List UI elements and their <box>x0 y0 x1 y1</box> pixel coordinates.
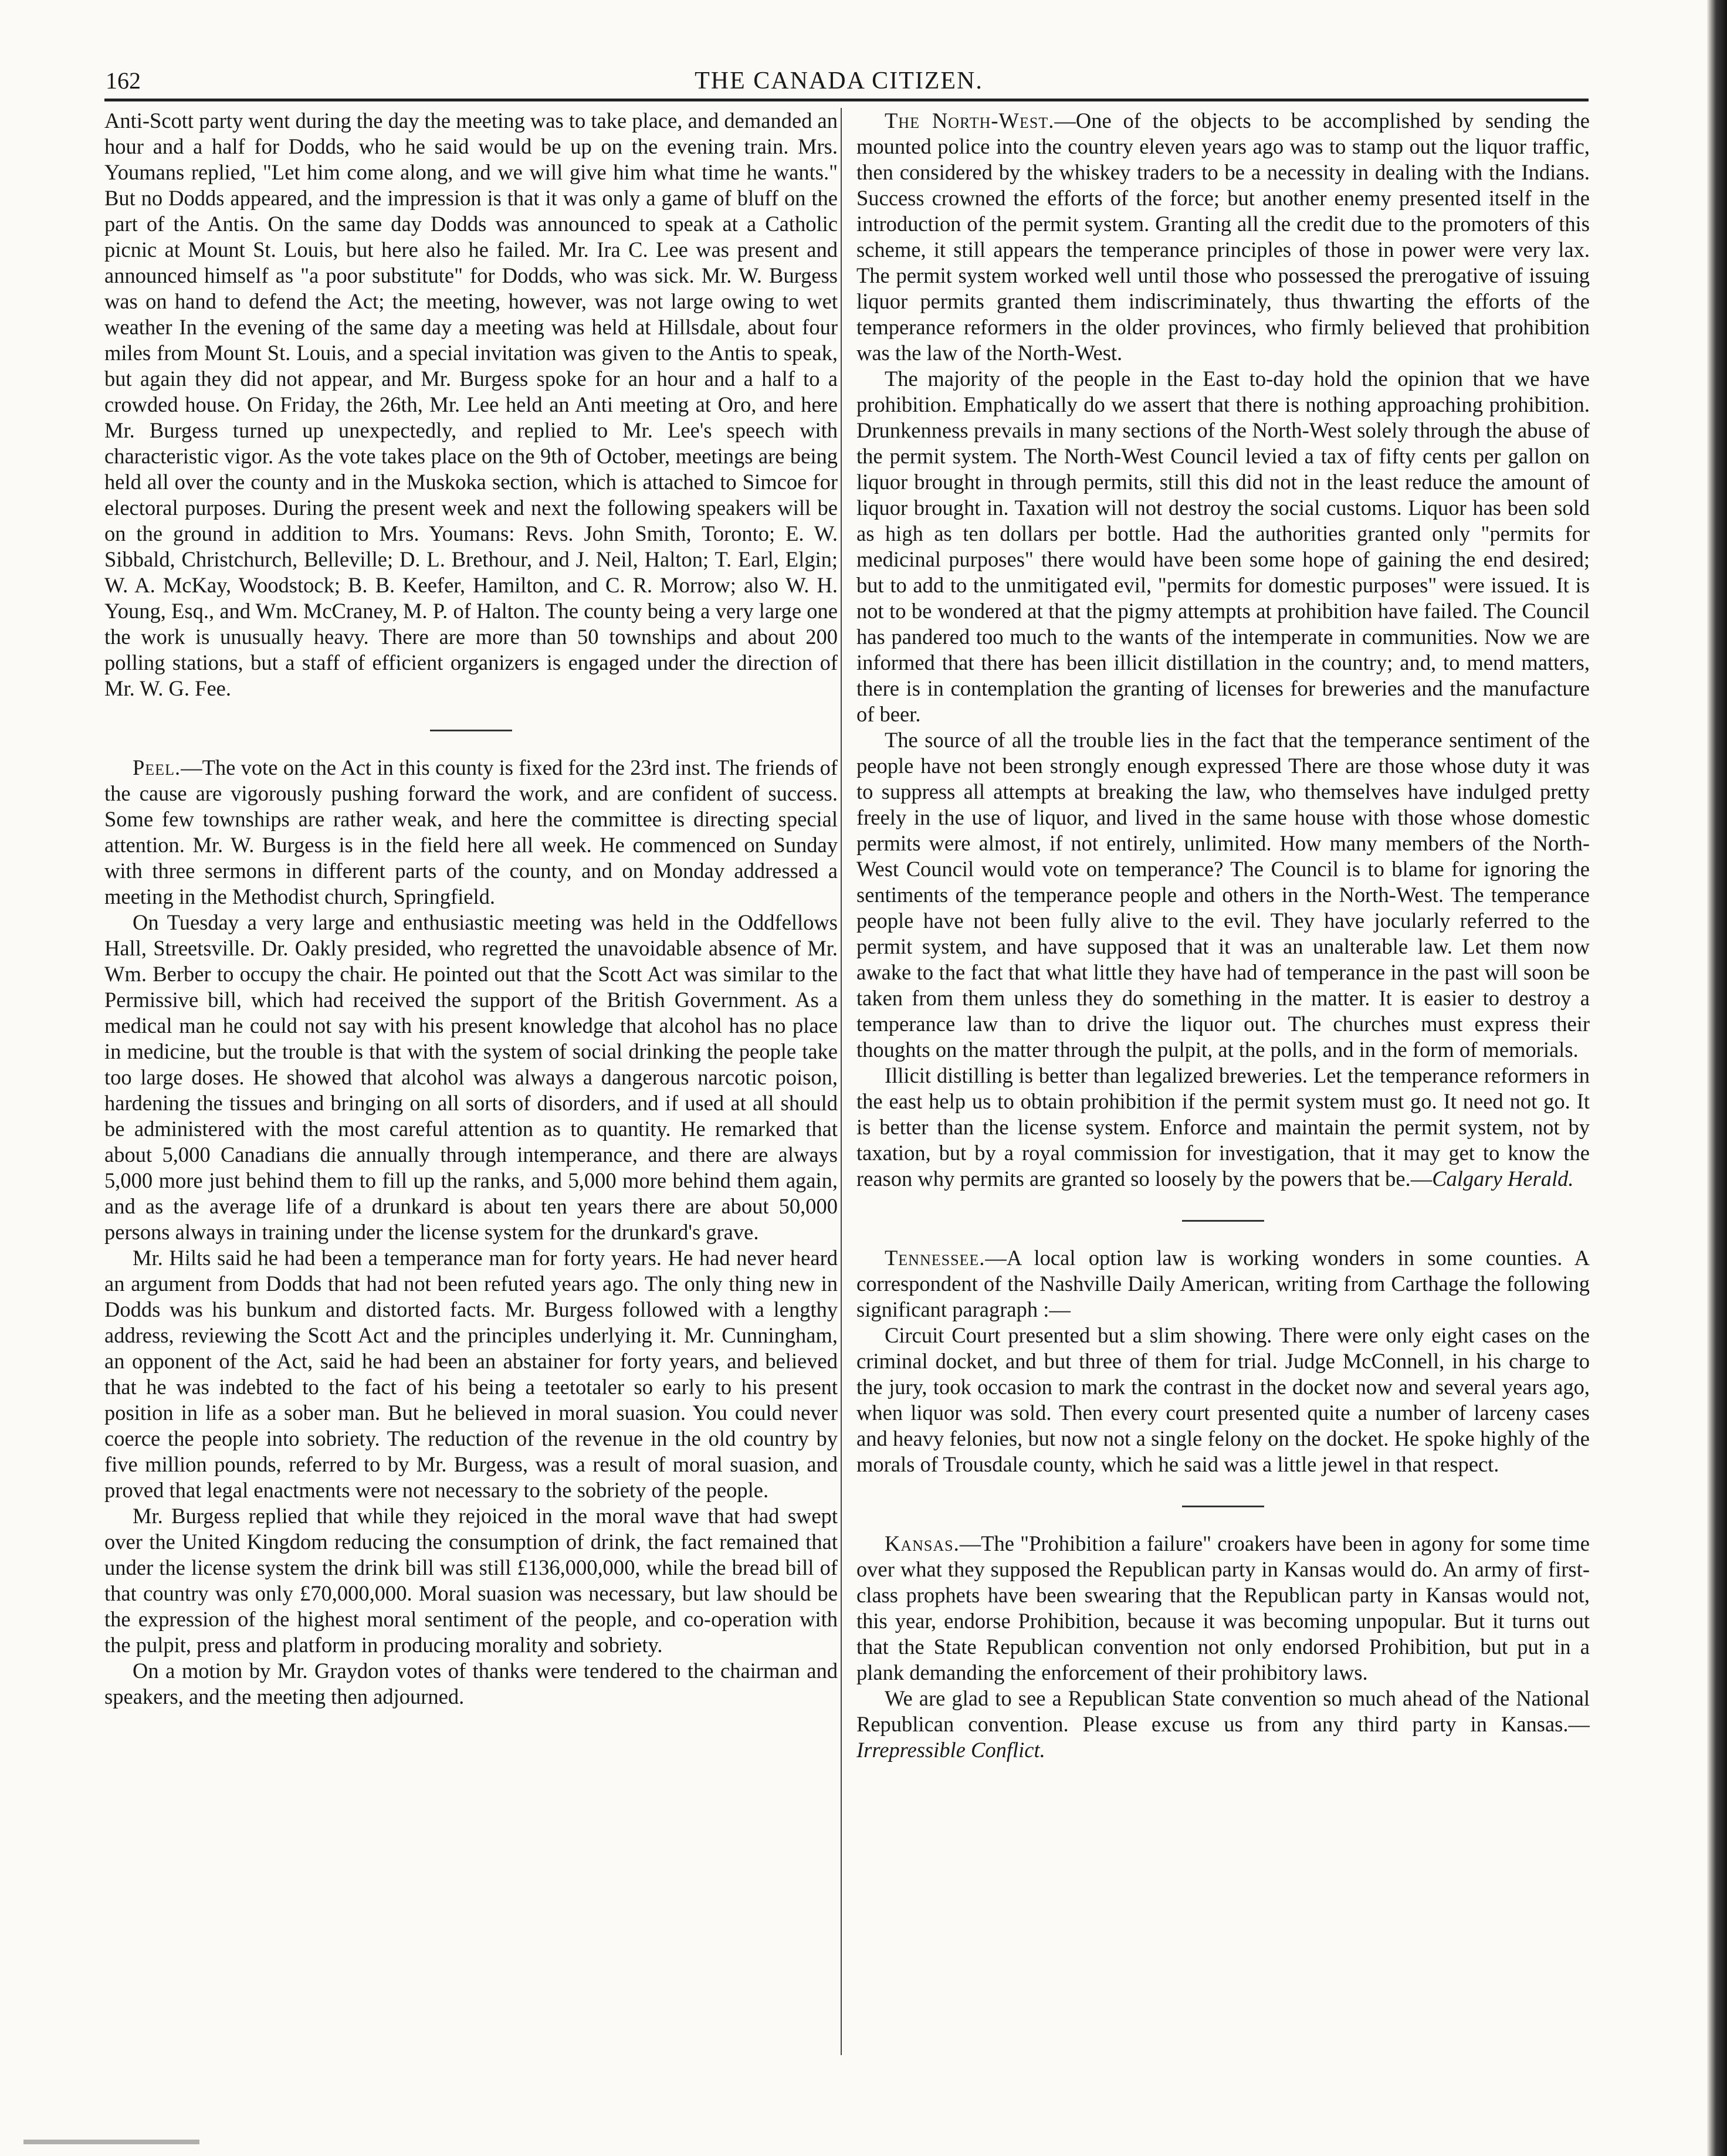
kansas-paragraph-2: We are glad to see a Republican State convention so much ahead of the National Republican convention. Please excuse us from any third party in Kansas.—Irrepressible Conflict. <box>856 1686 1590 1762</box>
newspaper-title: THE CANADA CITIZEN. <box>695 67 983 94</box>
page-number: 162 <box>106 67 141 94</box>
tennessee-paragraph-1-text: —A local option law is working wonders in some counties. A correspondent of the Nashville Daily American, writing from Carthage the following significant paragraph :— <box>856 1246 1590 1321</box>
kansas-heading: Kansas. <box>885 1531 960 1555</box>
north-west-paragraph-1-text: —One of the objects to be accomplished by sending the mounted police into the country eleven years ago was to stamp out the liquor traffic, then considered by the whiskey traders to be a necessity in dealing with the Indians. Success crowned the efforts of the force; but another enemy presented itself in the introduction of the permit system. Granting all the credit due to the promoters of this scheme, it still appears the temperance principles of those in power were very lax. The permit system worked well until those who possessed the prerogative of issuing liquor permits granted them indiscriminately, thus thwarting the efforts of the temperance reformers in the older provinces, who firmly believed that prohibition was the law of the North-West. <box>856 109 1590 365</box>
irrepressible-conflict-source: Irrepressible Conflict. <box>856 1738 1045 1762</box>
scan-smudge <box>23 2140 199 2144</box>
north-west-heading: The North-West. <box>885 109 1055 133</box>
tennessee-paragraph-1 <box>856 1245 1590 1323</box>
section-separator <box>430 730 512 731</box>
header-rule <box>104 99 1589 101</box>
peel-heading: Peel. <box>133 755 181 779</box>
kansas-paragraph-1 <box>856 1531 1590 1686</box>
north-west-paragraph-3: The source of all the trouble lies in the fact that the temperance sentiment of the people have not been strongly enough expressed There are those whose duty it was to suppress all attempts at breaking the law, who themselves have indulged pretty freely in the use of liquor, and lived in the same house with those whose domestic permits were almost, if not entirely, unlimited. How many members of the North-West Council would vote on temperance? The Council is to blame for ignoring the sentiments of the temperance people and others in the North-West. The temperance people have not been fully alive to the evil. They have jocularly referred to the permit system, and have supposed that it was an unalterable law. Let them now awake to the fact that what little they have had of temperance in the past will soon be taken from them unless they do something in the matter. It is easier to destroy a temperance law than to drive the liquor out. The churches must express their thoughts on the matter through the pulpit, at the polls, and in the form of memorials. <box>856 728 1590 1062</box>
peel-paragraph-5: On a motion by Mr. Graydon votes of thanks were tendered to the chairman and speakers, and the meeting then adjourned. <box>104 1659 838 1708</box>
peel-paragraph-4: Mr. Burgess replied that while they rejoiced in the moral wave that had swept over the United Kingdom reducing the consumption of drink, the fact remained that under the license system the drink bill was still £136,000,000, while the bread bill of that country was only £70,000,000. Moral suasion was necessary, but law should be the expression of the highest moral sentiment of the people, and co-operation with the pulpit, press and platform in producing morality and sobriety. <box>104 1504 838 1657</box>
peel-paragraph-1-text: —The vote on the Act in this county is fixed for the 23rd inst. The friends of the cause are vigorously pushing forward the work, and are confident of success. Some few townships are rather weak, and here the committee is directing special attention. Mr. W. Burgess is in the field here all week. He commenced on Sunday with three sermons in different parts of the county, and on Monday addressed a meeting in the Methodist church, Springfield. <box>104 755 838 908</box>
right-column <box>856 108 1590 2090</box>
north-west-paragraph-4-text: Illicit distilling is better than legalized breweries. Let the temperance reformers in the east help us to obtain prohibition if the permit system must go. It need not go. It is better than the license system. Enforce and maintain the permit system, not by taxation, but by a royal commission for investigation, that it may get to know the reason why permits are granted so loosely by the powers that be. <box>856 1063 1590 1191</box>
peel-paragraph-3: Mr. Hilts said he had been a temperance man for forty years. He had never heard an argument from Dodds that had not been refuted years ago. The only thing new in Dodds was his bunkum and distorted facts. Mr. Burgess followed with a lengthy address, reviewing the Scott Act and the principles underlying it. Mr. Cunningham, an opponent of the Act, said he had been an abstainer for forty years, and believed that he was indebted to the fact of his being a teetotaler so early to his present position in life as a sober man. But he believed in moral suasion. You could never coerce the people into sobriety. The reduction of the revenue in the old country by five million pounds, referred to by Mr. Burgess, was a result of moral suasion, and proved that legal enactments were not necessary to the sobriety of the people. <box>104 1246 838 1502</box>
left-column <box>104 108 838 2090</box>
kansas-paragraph-1-text: —The "Prohibition a failure" croakers have been in agony for some time over what they supposed the Republican party in Kansas would do. An army of first-class prophets have been swearing that the Republican party in Kansas would not, this year, endorse Prohibition, because it was becoming unpopular. But it turns out that the State Republican convention not only endorsed Prohibition, but put in a plank demanding the enforcement of their prohibitory laws. <box>856 1531 1590 1684</box>
simcoe-paragraph-1: Anti-Scott party went during the day the meeting was to take place, and demanded an hour and a half for Dodds, who he said would be up on the evening train. Mrs. Youmans replied, "Let him come along, and we will give him what time he wants." But no Dodds appeared, and the impression is that it was only a game of bluff on the part of the Antis. On the same day Dodds was announced to speak at a Catholic picnic at Mount St. Louis, but here also he failed. Mr. Ira C. Lee was present and announced himself as "a poor substitute" for Dodds, who was sick. Mr. W. Burgess was on hand to defend the Act; the meeting, however, was not large owing to wet weather In the evening of the same day a meeting was held at Hillsdale, about four miles from Mount St. Louis, and a special invitation was given to the Antis to speak, but again they did not appear, and Mr. Burgess spoke for an hour and a half to a crowded house. On Friday, the 26th, Mr. Lee held an Anti meeting at Oro, and here Mr. Burgess turned up unexpectedly, and replied to Mr. Lee's speech with characteristic vigor. As the vote takes place on the 9th of October, meetings are being held all over the county and in the Muskoka section, which is attached to Simcoe for electoral purposes. During the present week and next the following speakers will be on the ground in addition to Mrs. Youmans: Revs. John Smith, Toronto; E. W. Sibbald, Christchurch, Belleville; D. L. Brethour, and J. Neil, Halton; T. Earl, Elgin; W. A. McKay, Woodstock; B. B. Keefer, Hamilton, and C. R. Morrow; also W. H. Young, Esq., and Wm. McCraney, M. P. of Halton. The county being a very large one the work is unusually heavy. There are more than 50 townships and about 200 polling stations, but a staff of efficient organizers is engaged under the direction of Mr. W. G. Fee. <box>104 109 838 700</box>
page-header <box>88 65 1590 99</box>
north-west-paragraph-2: The majority of the people in the East to-day hold the opinion that we have prohibition. Emphatically do we assert that there is nothing approaching prohibition. Drunkenness prevails in many sections of the North-West solely through the abuse of the permit system. The North-West Council levied a tax of fifty cents per gallon on liquor brought in through permits, still this did not in the least reduce the amount of liquor brought in. Taxation will not destroy the social customs. Liquor has been sold as high as ten dollars per bottle. Had the authorities granted only "permits for medicinal purposes" there would have been some hope of gaining the end desired; but to add to the unmitigated evil, "permits for domestic purposes" were issued. It is not to be wondered at that the pigmy attempts at prohibition have failed. The Council has pandered too much to the wants of the intemperate in communities. Now we are informed that there has been illicit distillation in the country; and, to mend matters, there is in contemplation the granting of licenses for breweries and the manufacture of beer. <box>856 367 1590 726</box>
north-west-paragraph-4: Illicit distilling is better than legalized breweries. Let the temperance reformers in the east help us to obtain prohibition if the permit system must go. It need not go. It is better than the license system. Enforce and maintain the permit system, not by taxation, but by a royal commission for investigation, that it may get to know the reason why permits are granted so loosely by the powers that be.—Calgary Herald. <box>856 1063 1590 1191</box>
newspaper-page <box>88 65 1625 2094</box>
peel-paragraph-1 <box>104 755 838 910</box>
kansas-paragraph-2-text: We are glad to see a Republican State convention so much ahead of the National Republican convention. Please excuse us from any third party in Kansas. <box>856 1686 1590 1736</box>
section-separator <box>1182 1506 1264 1507</box>
tennessee-paragraph-2: Circuit Court presented but a slim showing. There were only eight cases on the criminal docket, and but three of them for trial. Judge McConnell, in his charge to the jury, took occasion to mark the contrast in the docket now and several years ago, when liquor was sold. Then every court presented quite a number of larceny cases and heavy felonies, but now not a single felony on the docket. He spoke highly of the morals of Trousdale county, which he said was a little jewel in that respect. <box>856 1323 1590 1476</box>
calgary-herald-source: Calgary Herald. <box>1432 1167 1574 1191</box>
peel-paragraph-2: On Tuesday a very large and enthusiastic meeting was held in the Oddfellows Hall, Streetsville. Dr. Oakly presided, who regretted the unavoidable absence of Mr. Wm. Berber to occupy the chair. He pointed out that the Scott Act was similar to the Permissive bill, which had received the support of the British Government. As a medical man he could not say with his present knowledge that alcohol has no place in medicine, but the trouble is that with the system of social drinking the people take too large doses. He showed that alcohol was always a dangerous narcotic poison, hardening the tissues and bringing on all sorts of disorders, and if used at all should be administered with the most careful attention as to quantity. He remarked that about 5,000 Canadians die annually through intemperance, and there are always 5,000 more just behind them to fill up the ranks, and 5,000 more behind them again, and as the average life of a drunkard is about ten years there are about 50,000 persons always in training under the license system for the drunkard's grave. <box>104 910 838 1244</box>
column-divider <box>841 108 842 2055</box>
section-separator <box>1182 1220 1264 1222</box>
scan-edge-shadow <box>1707 0 1727 2156</box>
north-west-paragraph-1 <box>856 108 1590 366</box>
tennessee-heading: Tennessee. <box>885 1246 986 1270</box>
